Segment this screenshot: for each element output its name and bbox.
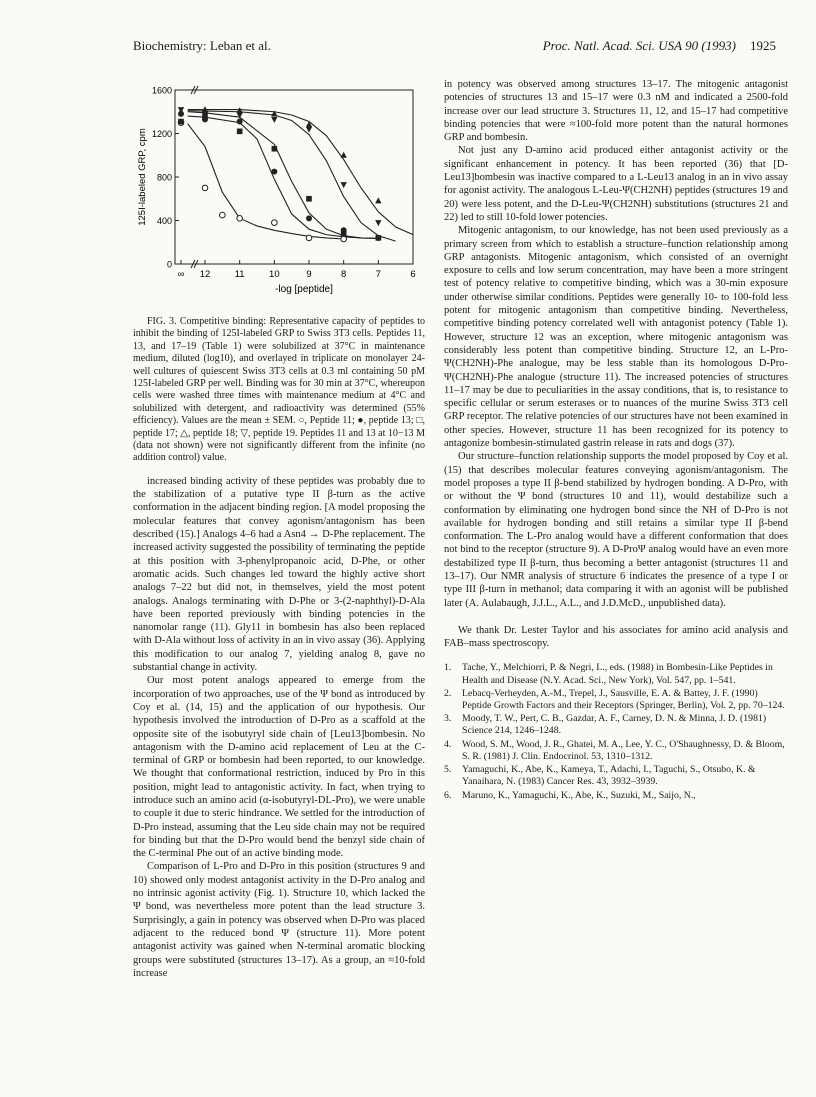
y-tick-label: 400 — [156, 216, 172, 226]
data-point-peptide-19 — [271, 117, 277, 123]
x-tick-label: 9 — [306, 269, 312, 280]
reference-text: Lebacq-Verheyden, A.-M., Trepel, J., Sausville, E. A. & Battey, J. F. (1990) Peptide Growth Factors and their Receptors (Springer, Berlin), Vol. 2, pp. 70–124. — [462, 687, 785, 712]
y-tick-label: 0 — [166, 259, 172, 270]
header-journal — [543, 38, 776, 54]
paragraph: Our structure–function relationship supports the model proposed by Coy et al. (15) that describes molecular features conveying agonism/antagonism. The model proposes a type II β-bend stabilized by hydrogen bonding. A D-Pro, with or without the Ψ bond (structures 10 and 11), would destabilize such a conformation by eliminating one hydrogen bond since the NH of D-Pro is not available for hydrogen bonding and still retains a similar type II β-bend conformation. The L-Pro analog would have a different conformation that does not bind to the receptor (structure 9). A D-ProΨ analog would have an even more destabilized type II β-turn, thus becoming a better antagonist (structures 11 and 13–17). Our NMR analysis of structure 6 indicates the presence of a type I or type III β-turn in methanol; data comparing it with an agonist will be published later (A. Aulabaugh, J.J.L., A.L., and J.D.McD., unpublished data). — [444, 451, 788, 609]
reference-item — [444, 688, 788, 712]
x-tick-label: 12 — [199, 269, 211, 280]
data-point-peptide-11 — [306, 235, 312, 241]
acknowledgment: We thank Dr. Lester Taylor and his associates for amino acid analysis and FAB–mass spectroscopy. — [444, 624, 788, 650]
data-point-peptide-19 — [375, 220, 381, 226]
reference-text: Moody, T. W., Pert, C. B., Gazdar, A. F., Carney, D. N. & Minna, J. D. (1981) Science 214, 1246–1248. — [462, 713, 767, 737]
fit-curve — [188, 111, 396, 242]
x-tick-label: 11 — [234, 269, 245, 280]
page-number: 1925 — [750, 38, 776, 53]
paragraph: in potency was observed among structures 13–17. The mitogenic antagonist potencies of structures 13 and 15–17 were 0.3 nM and indicated a 2500-fold increase over our lead structure 3. Structures 11, 12, and 15–17 had competitive binding potencies that were ≈100-fold more potent than the natural hormones GRP and bombesin. — [444, 79, 788, 144]
reference-number: 3. — [444, 713, 452, 725]
left-column — [133, 78, 425, 980]
y-axis-label: 125I-labeled GRP, cpm — [137, 128, 148, 226]
data-point-peptide-11 — [220, 212, 226, 218]
data-point-peptide-18 — [375, 197, 381, 203]
reference-item — [444, 764, 788, 788]
data-point-peptide-19 — [236, 113, 242, 119]
y-tick-label: 1200 — [151, 129, 172, 139]
reference-item — [444, 662, 788, 686]
x-axis-label: -log [peptide] — [275, 284, 333, 295]
reference-number: 6. — [444, 789, 452, 801]
data-point-peptide-19 — [340, 182, 346, 188]
running-header — [133, 38, 776, 56]
x-tick-label: 6 — [410, 269, 416, 280]
x-tick-label: ∞ — [177, 269, 185, 280]
x-tick-label: 7 — [375, 269, 381, 280]
right-column — [444, 78, 788, 803]
x-tick-label: 10 — [269, 269, 280, 280]
paragraph: Comparison of L-Pro and D-Pro in this position (structures 9 and 10) showed only modest antagonist activity in the D-Pro analog and no intrinsic agonist activity (Fig. 1). Structure 10, which lacked the Ψ bond, was nevertheless more potent than the lead structure 3. Surprisingly, a gain in potency was observed when D-Pro was placed adjacent to the reduced bond Ψ (structure 11). More potent antagonist activity was gained when N-terminal aromatic blocking groups were substituted (structures 13–17). As a group, an ≈10-fold increase — [133, 861, 425, 979]
data-point-peptide-17 — [306, 196, 312, 202]
data-point-peptide-11 — [202, 185, 208, 191]
reference-list — [444, 662, 788, 801]
paragraph: Not just any D-amino acid produced either antagonist activity or the significant enhancement in potency. It has been reported (36) that [D-Leu13]bombesin was inactive compared to a L-Leu13 analog in an in vivo assay for agonist activity. The analogous L-Leu-Ψ(CH2NH) peptides (structures 19 and 20) were less potent, and the D-Leu-Ψ(CH2NH) substitutions (structures 21 and 22) led to still 10-fold lower potencies. — [444, 145, 788, 223]
paragraph: Our most potent analogs appeared to emerge from the incorporation of two approaches, use of the Ψ bond as introduced by Coy et al. (14, 15) and the application of our hypothesis. Our hypothesis involved the introduction of D-Pro as a scaffold at the opposite site of the isobutyryl side chain of [Leu13]bombesin. No antagonism with the D-amino acid replacement of Leu at the C-terminal of GRP or bombesin had been reported, to our knowledge. We thought that conformational restriction, induced by Pro in this position, might lead to antagonistic activity. In fact, when trying to introduce such an amino acid (α-isobutyryl-DL-Pro), we were unable to couple it due to steric hindrance. We settled for the introduction of D-Pro instead, assuming that the Leu side chain may not be required for binding but that the D-Pro would bend the benzyl side chain of the C-terminal Phe out of an active binding mode. — [133, 675, 425, 860]
reference-number: 2. — [444, 687, 452, 699]
data-point-peptide-13 — [306, 215, 312, 221]
reference-text: Tache, Y., Melchiorri, P. & Negri, L., eds. (1988) in Bombesin-Like Peptides in Health and Disease (N.Y. Acad. Sci., New York), Vol. 547, pp. 1–541. — [462, 662, 773, 686]
header-authors: Biochemistry: Leban et al. — [133, 38, 271, 53]
binding-chart — [133, 78, 425, 308]
reference-text: Wood, S. M., Wood, J. R., Ghatei, M. A., Lee, Y. C., O'Shaughnessy, D. & Bloom, S. R. (1981) J. Clin. Endocrinol. 53, 1310–1312. — [462, 738, 785, 762]
data-point-peptide-17 — [272, 146, 278, 152]
data-point-peptide-11 — [272, 220, 278, 226]
data-point-peptide-17 — [341, 231, 347, 237]
data-point-peptide-13 — [237, 119, 243, 125]
reference-number: 1. — [444, 662, 452, 674]
data-point-peptide-18 — [306, 121, 312, 127]
data-point-peptide-18 — [340, 152, 346, 158]
reference-text: Yamaguchi, K., Abe, K., Kameya, T., Adachi, I., Taguchi, S., Otsubo, K. & Yanaihara, N. (1983) Cancer Res. 43, 3932–3939. — [462, 764, 756, 788]
data-point-peptide-19 — [306, 127, 312, 133]
fit-curve — [188, 124, 344, 239]
y-tick-label: 1600 — [151, 85, 172, 96]
reference-item — [444, 713, 788, 737]
data-point-peptide-17 — [376, 235, 382, 241]
data-point-peptide-13 — [271, 169, 277, 175]
journal-citation: Proc. Natl. Acad. Sci. USA 90 (1993) — [542, 38, 736, 53]
reference-item — [444, 790, 788, 802]
reference-text: Maruno, K., Yamaguchi, K., Abe, K., Suzuki, M., Saijo, N., — [462, 789, 696, 801]
reference-number: 4. — [444, 738, 452, 750]
y-tick-label: 800 — [156, 172, 172, 183]
paragraph: Mitogenic antagonism, to our knowledge, has not been used previously as a primary screen from which to establish a structure–function relationship among GRP antagonists. Mitogenic antagonism, which consisted of an overnight exposure to cells and low serum concentration, may have been a more stringent test of potency relative to competitive binding, which was a 30-min exposure under otherwise similar conditions. Peptides were generally 10- to 100-fold less potent for mitogenic antagonism than competitive binding. Nevertheless, competitive binding potency correlated well with antagonist potency (Table 1). However, structure 12 was an exception, where mitogenic antagonism was considerably less potent than competitive binding. Structure 12, an L-Pro-Ψ(CH2NH)-Phe analogue, may be less stable than its homologous D-Pro-Ψ(CH2NH)-Phe analogue (structure 11). The increased potencies of structures 11–17 may be due to peculiarities in the assay conditions, that is, to resistance to specific cellular or serum esterases or to nuances of the murine Swiss 3T3 cell GRP receptor. The relative potencies of our structures have not been examined in other species. However, structure 11 has been recognized for its potency to antagonize bombesin-stimulated gastrin release in rats and dogs (37). — [444, 225, 788, 450]
data-point-peptide-17 — [237, 129, 243, 135]
reference-number: 5. — [444, 764, 452, 776]
figure-caption: FIG. 3. Competitive binding: Representative capacity of peptides to inhibit the binding of 125I-labeled GRP to Swiss 3T3 cells. Peptides 11, 13, and 17–19 (Table 1) were solubilized at 37°C in maintenance medium, diluted (log10), and overlayed in triplicate on monolayer 24-well cultures of quiescent Swiss 3T3 cells at 0.3 ml containing 50 pM 125I-labeled GRP per well. Binding was for 30 min at 37°C, whereupon cells were washed three times with maintenance medium at 4°C and solubilized with detergent, and radioactivity was determined (55% efficiency). Values are the mean ± SEM. ○, Peptide 11; ●, peptide 13; □, peptide 17; △, peptide 18; ▽, peptide 19. Peptides 11 and 13 at 10−13 M (data not shown) were not significantly different from the infinite (no addition control) value. — [133, 316, 425, 464]
data-point-peptide-11 — [341, 236, 347, 242]
paragraph: increased binding activity of these peptides was probably due to the stabilization of a putative type II β-turn as the active conformation in the adjacent binding region. [A model proposing the molecular features that convey agonism/antagonism has been described (15).] Analogs 4–6 had a Asn4 → D-Phe replacement. The increased activity suggested the possibility of terminating the peptide at this position with 3-phenylpropanoic acid, D-Phe, or other aromatic acids. Such changes led toward the highly active short analogs 7–22 but did not, in themselves, yield the most potent analogs. Analogs terminating with D-Phe or 3-(2-naphthyl)-D-Ala have been reported previously with binding potencies in the nanomolar range (11). Gly11 in bombesin has also been replaced with D-Ala without loss of activity in an in vivo assay (36). Applying this modification to our analog 7, yielding analog 8, gave no substantial change in activity. — [133, 475, 425, 674]
x-tick-label: 8 — [341, 269, 347, 280]
data-point-peptide-17 — [178, 119, 184, 125]
data-point-peptide-11 — [237, 216, 243, 222]
reference-item — [444, 739, 788, 763]
